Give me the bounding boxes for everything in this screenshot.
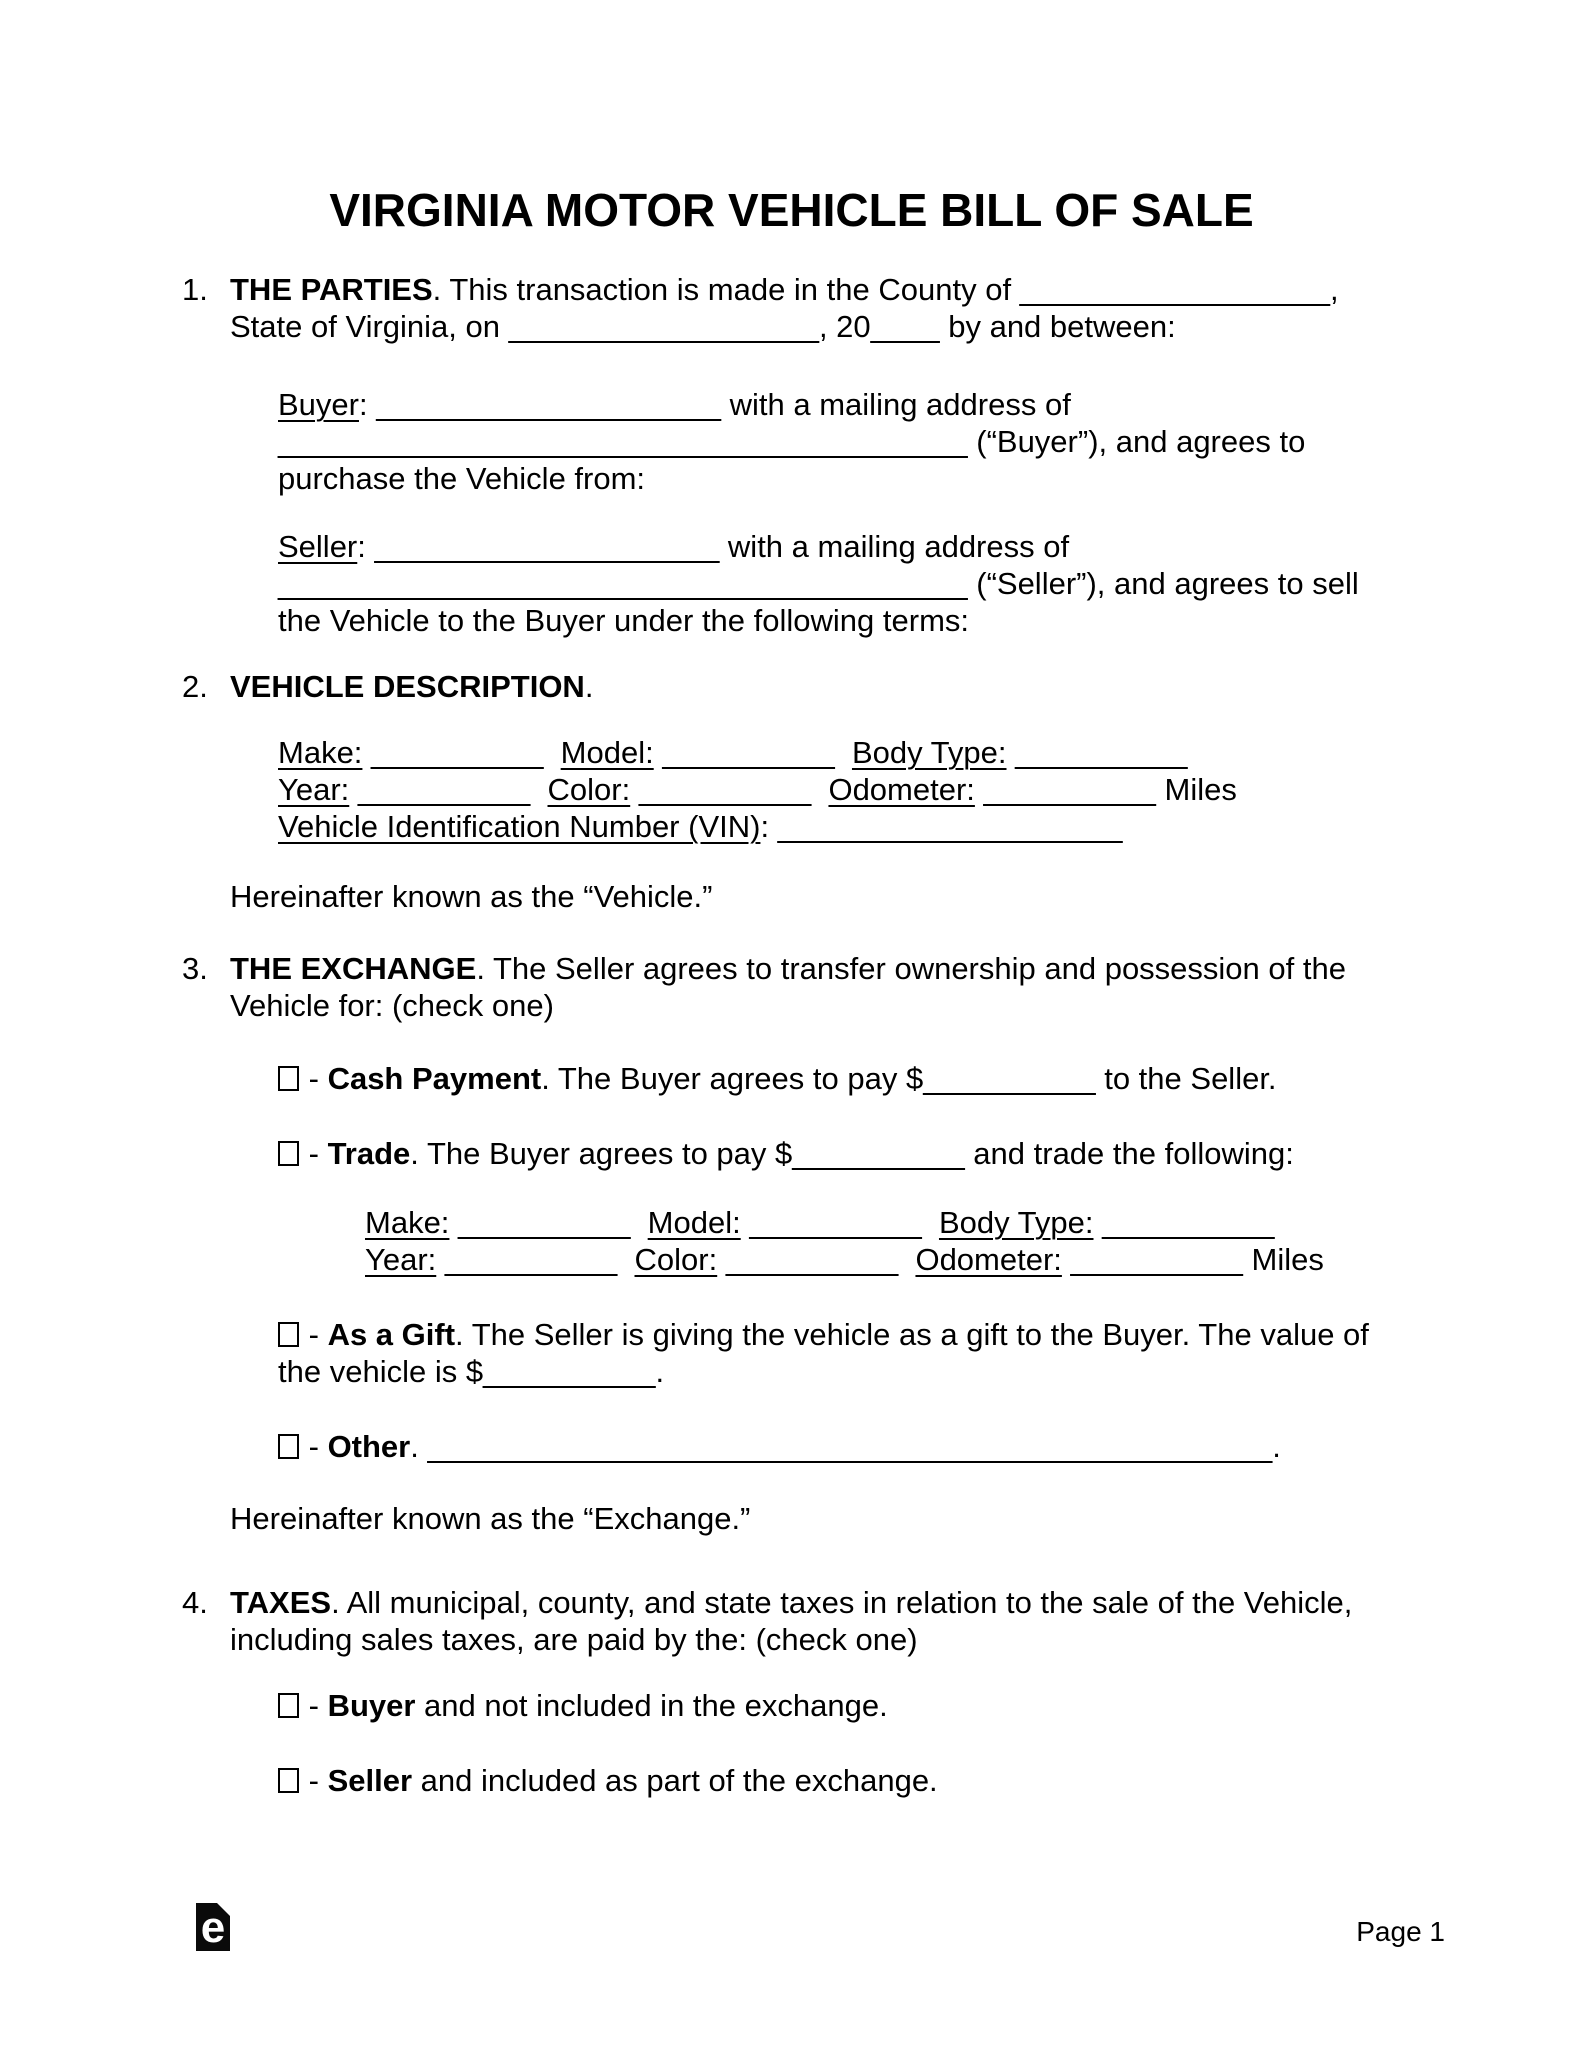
checkbox-icon[interactable] xyxy=(278,1693,299,1718)
section-4-taxes xyxy=(182,1584,1352,1658)
text-run: __________ xyxy=(1093,1205,1275,1240)
seller-paragraph xyxy=(278,528,1359,639)
text-line xyxy=(230,271,1339,308)
text-run: Body Type: xyxy=(938,1205,1094,1240)
text-run: . All municipal, county, and state taxes in relation to the sale of the Vehicle, xyxy=(331,1585,1353,1620)
text-run: THE EXCHANGE xyxy=(230,951,477,986)
text-run: __________ xyxy=(362,735,561,770)
vehicle-detail-fields xyxy=(278,734,1237,845)
text-run: VEHICLE DESCRIPTION xyxy=(230,669,585,704)
text-run: Hereinafter known as the “Exchange.” xyxy=(230,1501,751,1536)
text-line xyxy=(278,460,1305,497)
checkbox-icon[interactable] xyxy=(278,1322,299,1347)
text-run: Odometer: xyxy=(915,1242,1062,1277)
text-run: ________________________________________ (“Buyer”), and agrees to xyxy=(278,424,1306,459)
text-line xyxy=(278,1762,938,1799)
section-number: 3. xyxy=(182,951,208,986)
text-run: . The Seller agrees to transfer ownership and possession of the xyxy=(476,951,1346,986)
checkbox-icon[interactable] xyxy=(278,1141,299,1166)
text-run: THE PARTIES xyxy=(230,272,433,307)
text-run: - xyxy=(300,1688,328,1723)
text-run: Hereinafter known as the “Vehicle.” xyxy=(230,879,713,914)
text-run: . xyxy=(584,669,594,704)
text-run: Year: xyxy=(278,772,350,807)
text-run: __________ Miles xyxy=(974,772,1237,807)
text-run: Vehicle Identification Number (VIN) xyxy=(278,809,761,844)
text-line xyxy=(278,734,1237,771)
text-line xyxy=(365,1204,1324,1241)
text-run: - xyxy=(300,1061,328,1096)
text-line xyxy=(278,565,1359,602)
taxes-option-buyer xyxy=(278,1687,888,1724)
text-run: . The Buyer agrees to pay $__________ and trade the following: xyxy=(410,1136,1294,1171)
text-run: Model: xyxy=(647,1205,741,1240)
text-line xyxy=(230,950,1346,987)
text-line xyxy=(230,668,593,705)
option-other xyxy=(278,1428,1281,1465)
text-line xyxy=(230,308,1339,345)
text-run: - xyxy=(300,1136,328,1171)
text-line xyxy=(278,423,1305,460)
text-run: TAXES xyxy=(230,1585,332,1620)
text-run: . The Buyer agrees to pay $__________ to the Seller. xyxy=(541,1061,1277,1096)
section-4-text xyxy=(230,1584,1352,1658)
text-run: __________ xyxy=(436,1242,635,1277)
text-run: Odometer: xyxy=(828,772,975,807)
text-run: the Vehicle to the Buyer under the following terms: xyxy=(278,603,970,638)
section-number: 2. xyxy=(182,669,208,704)
text-run: Body Type: xyxy=(851,735,1007,770)
text-run: Seller xyxy=(327,1763,413,1798)
text-run: Trade xyxy=(327,1136,411,1171)
eforms-logo-icon xyxy=(196,1903,230,1951)
eforms-logo-letter: e xyxy=(200,1903,226,1952)
section-1-parties xyxy=(182,271,1339,345)
text-line xyxy=(230,1621,1352,1658)
option-gift xyxy=(278,1316,1369,1390)
page-number: Page 1 xyxy=(1356,1916,1445,1947)
checkbox-icon[interactable] xyxy=(278,1066,299,1091)
section-number: 4. xyxy=(182,1585,208,1620)
text-run: __________ xyxy=(1006,735,1188,770)
section-2-text xyxy=(230,668,593,705)
text-line xyxy=(278,528,1359,565)
text-line xyxy=(230,1584,1352,1621)
text-run: Make: xyxy=(278,735,363,770)
text-line xyxy=(278,1135,1294,1172)
text-line xyxy=(230,1500,750,1537)
text-run: Color: xyxy=(547,772,631,807)
section-3-the-exchange xyxy=(182,950,1346,1024)
text-run: Year: xyxy=(365,1242,437,1277)
text-run: __________ xyxy=(717,1242,916,1277)
hereinafter-vehicle-note xyxy=(230,878,712,915)
taxes-option-seller xyxy=(278,1762,938,1799)
section-2-vehicle-description xyxy=(182,668,593,705)
text-line xyxy=(365,1241,1324,1278)
text-line xyxy=(278,1316,1369,1353)
text-line xyxy=(278,602,1359,639)
text-line xyxy=(278,771,1237,808)
text-run: - xyxy=(300,1763,328,1798)
checkbox-icon[interactable] xyxy=(278,1768,299,1793)
text-run: State of Virginia, on __________________, 20____ by and between: xyxy=(230,309,1176,344)
text-run: . This transaction is made in the County of __________________, xyxy=(432,272,1339,307)
text-run: Cash Payment xyxy=(327,1061,542,1096)
text-run: the vehicle is $__________. xyxy=(278,1354,665,1389)
section-number: 1. xyxy=(182,272,208,307)
text-run: Make: xyxy=(365,1205,450,1240)
text-line xyxy=(230,878,712,915)
text-run: . _________________________________________________. xyxy=(410,1429,1281,1464)
text-run: Buyer xyxy=(278,387,359,422)
text-run: Buyer xyxy=(327,1688,416,1723)
text-run: Seller xyxy=(278,529,358,564)
text-run: Vehicle for: (check one) xyxy=(230,988,554,1023)
text-run: __________ Miles xyxy=(1061,1242,1324,1277)
text-line xyxy=(278,386,1305,423)
text-line xyxy=(278,1687,888,1724)
text-run: Other xyxy=(327,1429,411,1464)
text-run: __________ xyxy=(630,772,829,807)
text-run: __________ xyxy=(740,1205,939,1240)
section-1-text xyxy=(230,271,1339,345)
text-run: Color: xyxy=(634,1242,718,1277)
text-run: __________ xyxy=(449,1205,648,1240)
document-title: VIRGINIA MOTOR VEHICLE BILL OF SALE xyxy=(329,184,1254,236)
text-run: - xyxy=(300,1317,328,1352)
text-run: : ____________________ with a mailing address of xyxy=(358,387,1071,422)
buyer-paragraph xyxy=(278,386,1305,497)
text-run: . The Seller is giving the vehicle as a gift to the Buyer. The value of xyxy=(455,1317,1369,1352)
text-run: : ____________________ with a mailing address of xyxy=(357,529,1070,564)
trade-vehicle-fields xyxy=(365,1204,1324,1278)
checkbox-icon[interactable] xyxy=(278,1434,299,1459)
text-run: As a Gift xyxy=(327,1317,456,1352)
text-line xyxy=(278,1428,1281,1465)
text-line xyxy=(278,1060,1277,1097)
text-line xyxy=(230,987,1346,1024)
text-run: and not included in the exchange. xyxy=(415,1688,888,1723)
option-trade xyxy=(278,1135,1294,1172)
text-run: Model: xyxy=(560,735,654,770)
text-run: purchase the Vehicle from: xyxy=(278,461,646,496)
hereinafter-exchange-note xyxy=(230,1500,750,1537)
text-run: ________________________________________ (“Seller”), and agrees to sell xyxy=(278,566,1359,601)
text-run: - xyxy=(300,1429,328,1464)
text-run: __________ xyxy=(653,735,852,770)
text-run: __________ xyxy=(349,772,548,807)
section-3-text xyxy=(230,950,1346,1024)
text-run: including sales taxes, are paid by the: (check one) xyxy=(230,1622,918,1657)
text-run: : ____________________ xyxy=(760,809,1123,844)
text-run: and included as part of the exchange. xyxy=(412,1763,938,1798)
option-cash-payment xyxy=(278,1060,1277,1097)
text-line xyxy=(278,1353,1369,1390)
text-line xyxy=(278,808,1237,845)
